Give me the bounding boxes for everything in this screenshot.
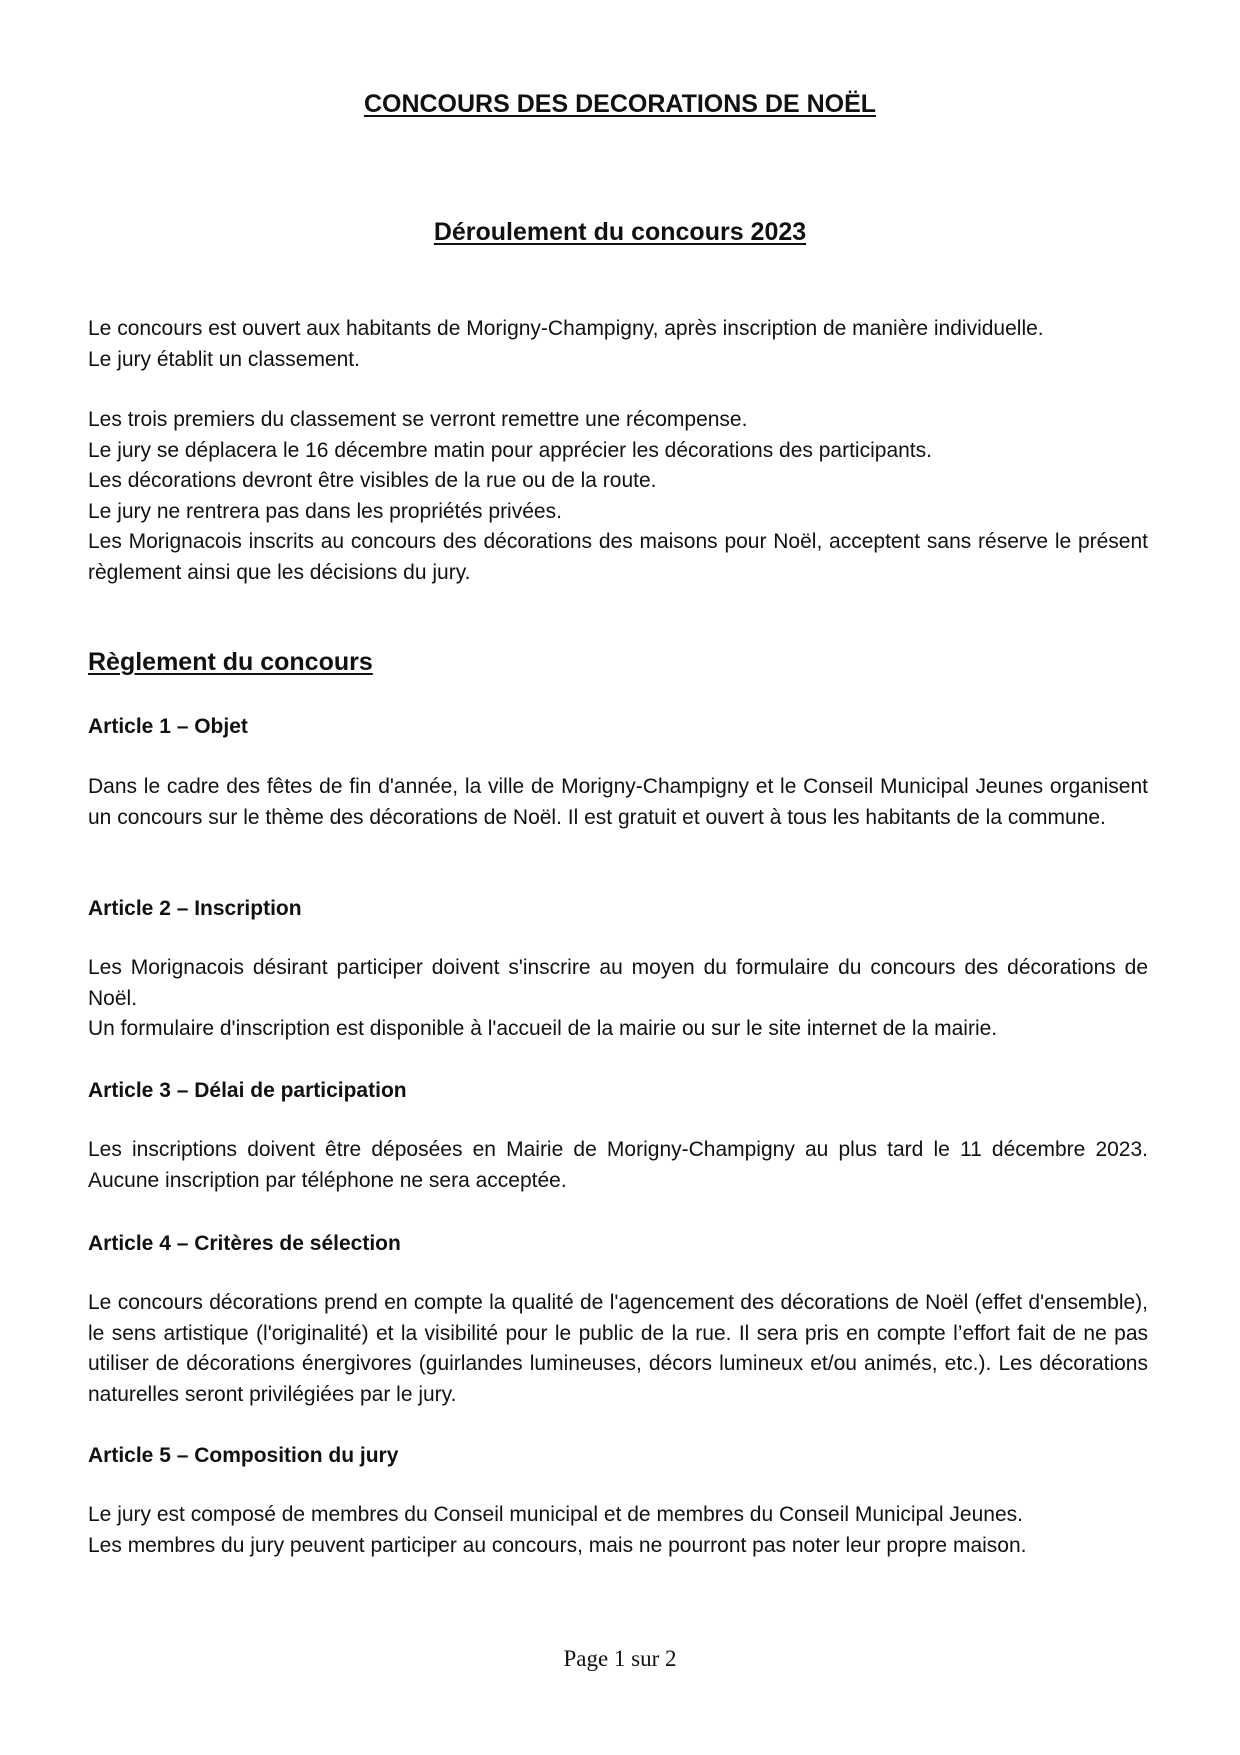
article-2-body (88, 953, 1148, 1045)
document-title: CONCOURS DES DECORATIONS DE NOËL (363, 90, 877, 118)
article-3-title: Article 3 – Délai de participation (88, 1079, 407, 1102)
article-4-body (88, 1288, 1148, 1410)
article-paragraph: Dans le cadre des fêtes de fin d'année, la ville de Morigny-Champigny et le Conseil Municipal Jeunes organisent un concours sur le thème des décorations de Noël. Il est gratuit et ouvert à tous les habitants de la commune. (88, 775, 1148, 829)
article-3-body (88, 1135, 1148, 1196)
article-paragraph: Les inscriptions doivent être déposées en Mairie de Morigny-Champigny au plus tard le 11 décembre 2023. Aucune inscription par téléphone ne sera acceptée. (88, 1138, 1148, 1192)
article-paragraph: Le jury est composé de membres du Conseil municipal et de membres du Conseil Municipal Jeunes. (88, 1503, 1023, 1526)
article-5-title: Article 5 – Composition du jury (88, 1444, 399, 1467)
article-1-title: Article 1 – Objet (88, 715, 248, 738)
intro-line: Le jury établit un classement. (88, 347, 360, 371)
rules-section-title: Règlement du concours (88, 648, 373, 676)
intro-line: Le concours est ouvert aux habitants de Morigny-Champigny, après inscription de manière individuelle. (88, 317, 1044, 340)
intro-paragraph-1 (88, 314, 1148, 375)
article-paragraph: Les membres du jury peuvent participer au concours, mais ne pourront pas noter leur propre maison. (88, 1533, 1027, 1557)
article-5-body (88, 1500, 1148, 1561)
document-subtitle: Déroulement du concours 2023 (433, 218, 807, 246)
article-2-title: Article 2 – Inscription (88, 897, 302, 920)
intro-paragraph-2 (88, 405, 1148, 588)
article-4-title: Article 4 – Critères de sélection (88, 1232, 401, 1255)
intro-line: Le jury se déplacera le 16 décembre matin pour apprécier les décorations des participants. (88, 438, 932, 462)
article-paragraph: Le concours décorations prend en compte la qualité de l'agencement des décorations de Noël (effet d'ensemble), le sens artistique (l'originalité) et la visibilité pour le public de la rue. Il sera pris en compte l’effort fait de ne pas utiliser de décorations énergivores (guirlandes lumineuses, décors lumineux et/ou animés, etc.). Les décorations naturelles seront privilégiées par le jury. (88, 1291, 1148, 1406)
intro-line: Les décorations devront être visibles de la rue ou de la route. (88, 469, 657, 492)
page-number-footer: Page 1 sur 2 (563, 1646, 677, 1671)
article-paragraph: Un formulaire d'inscription est disponible à l'accueil de la mairie ou sur le site internet de la mairie. (88, 1017, 998, 1040)
intro-line: Les trois premiers du classement se verront remettre une récompense. (88, 408, 748, 431)
intro-line: Les Morignacois inscrits au concours des décorations des maisons pour Noël, acceptent sans réserve le présent règlement ainsi que les décisions du jury. (88, 530, 1148, 584)
article-paragraph: Les Morignacois désirant participer doivent s'inscrire au moyen du formulaire du concours des décorations de Noël. (88, 956, 1148, 1010)
article-1-body (88, 772, 1148, 833)
intro-line: Le jury ne rentrera pas dans les propriétés privées. (88, 499, 562, 523)
